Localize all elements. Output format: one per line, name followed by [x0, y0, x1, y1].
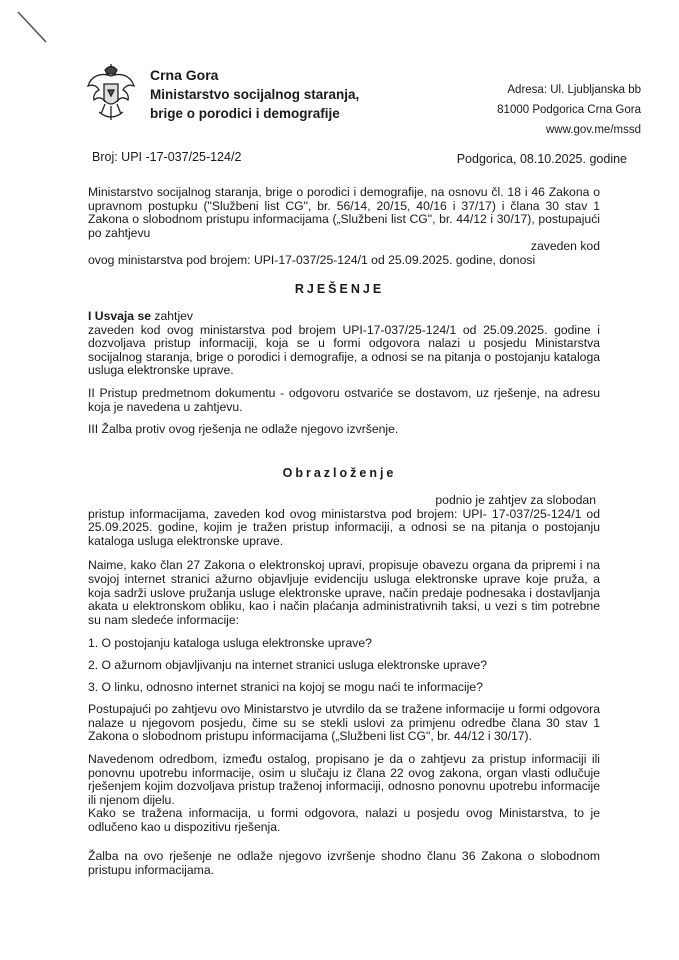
intro-number: ovog ministarstva pod brojem: UPI-17-037/25-124/1 od 25.09.2025. godine, donosi [88, 252, 536, 267]
country-name: Crna Gora [150, 67, 219, 83]
ministry-name-line2: brige o porodici i demografije [150, 106, 340, 121]
decision-item-1-bold: I Usvaja se [88, 309, 152, 323]
institution-name [150, 66, 359, 123]
decision-items [88, 310, 600, 437]
coat-of-arms-icon [85, 62, 137, 124]
decision-item-1-head [88, 310, 600, 324]
decision-item-1-text: zaveden kod ovog ministarstva pod brojem UPI-17-037/25-124/1 od 25.09.2025. godine i dozvoljava pristup informaciji, koja se u formi odgovora nalazi u posjedu Ministarstva socijalnog staranja, brige o porodici i demografije, a odnosi se na pitanja o postojanju kataloga usluga elektronske uprave. [88, 322, 600, 378]
explanation-p2: Naime, kako član 27 Zakona o elektronskoj upravi, propisuje obavezu organa da pripremi i na svojoj internet stranici ažurno objavljuje evidenciju usluga elektronske uprave koje pruža, a koja sadrži uslove pružanja usluge elektronske uprave, način predaje podnesaka i dostavljanja akata u elektronskom obliku, kao i način plaćanja administrativnih taksi, u vezi s tim potrebne su nam sledeće informacije: [88, 558, 600, 627]
place-date: Podgorica, 08.10.2025. godine [456, 152, 627, 166]
contact-block [401, 80, 641, 140]
decision-title: RJEŠENJE [294, 282, 385, 296]
ministry-name-line1: Ministarstvo socijalnog staranja, [150, 87, 360, 102]
explanation-p1-rest: pristup informacijama, zaveden kod ovog ministarstva pod brojem: UPI- 17-037/25-124/1 od 25.09.2025. godine, kojim je tražen pristup informaciji, a odnosi se na pitanja o postojanju kataloga usluga elektronske uprave. [88, 506, 600, 548]
explanation-p3: Postupajući po zahtjevu ovo Ministarstvo je utvrdilo da se tražene informacije u formi odgovora nalaze u njegovom posjedu, čime su se stekli uslovi za primjenu odredbe člana 30 stav 1 Zakona o slobodnom pristupu informacijama („Službeni list CG", br. 44/12 i 30/17). [88, 702, 600, 744]
explanation-body [88, 494, 600, 878]
explanation-p4: Navedenom odredbom, između ostalog, propisano je da o zahtjevu za pristup informaciji ili ponovnu upotrebu informacije, osim u slučaju iz člana 22 ovog zakona, organ vlasti odlučuje rješenjem kojim dozvoljava pristup traženoj informaciji, odnosno ponovnu upotrebu informacije ili njenom dijelu. [88, 751, 600, 807]
explanation-p5: Kako se tražena informacija, u formi odgovora, nalazi u posjedu ovog Ministarstva, to je odlučeno kao u dispozitivu rješenja. [88, 806, 600, 834]
explanation-p1-start: podnio je zahtjev za slobodan [435, 493, 596, 507]
decision-item-1-word: zahtjev [154, 309, 194, 323]
reference-number: Broj: UPI -17-037/25-124/2 [92, 150, 242, 164]
website: www.gov.me/mssd [545, 124, 641, 136]
intro-text: Ministarstvo socijalnog staranja, brige o porodici i demografije, na osnovu čl. 18 i 46 Zakona o upravnom postupku ("Službeni list CG", br. 56/14, 20/15, 40/16 i 37/17) i člana 30 stav 1 Zakona o slobodnom pristupu informacijama („Službeni list CG", br. 44/12 i 30/17), postupajući po zahtjevu [88, 185, 600, 240]
question-2: 2. O ažurnom objavljivanju na internet stranici usluga elektronske uprave? [88, 657, 488, 672]
address-line2: 81000 Podgorica Crna Gora [497, 104, 641, 116]
intro-paragraph [88, 186, 600, 268]
question-3: 3. O linku, odnosno internet stranici na kojoj se mogu naći te informacije? [88, 679, 483, 694]
explanation-p6: Žalba na ovo rješenje ne odlaže njegovo izvršenje shodno članu 36 Zakona o slobodnom pristupu informacijama. [88, 849, 600, 878]
scan-mark [12, 8, 52, 48]
intro-registered: zaveden kod [530, 239, 600, 254]
explanation-title: Obrazloženje [282, 466, 397, 480]
address-line1: Adresa: Ul. Ljubljanska bb [507, 84, 641, 96]
question-1: 1. O postojanju kataloga usluga elektronske uprave? [88, 636, 372, 651]
decision-item-3: III Žalba protiv ovog rješenja ne odlaže njegovo izvršenje. [88, 422, 399, 437]
decision-item-2: II Pristup predmetnom dokumentu - odgovoru ostvariće se dostavom, uz rješenje, na adresu koja je navedena u zahtjevu. [88, 385, 600, 414]
